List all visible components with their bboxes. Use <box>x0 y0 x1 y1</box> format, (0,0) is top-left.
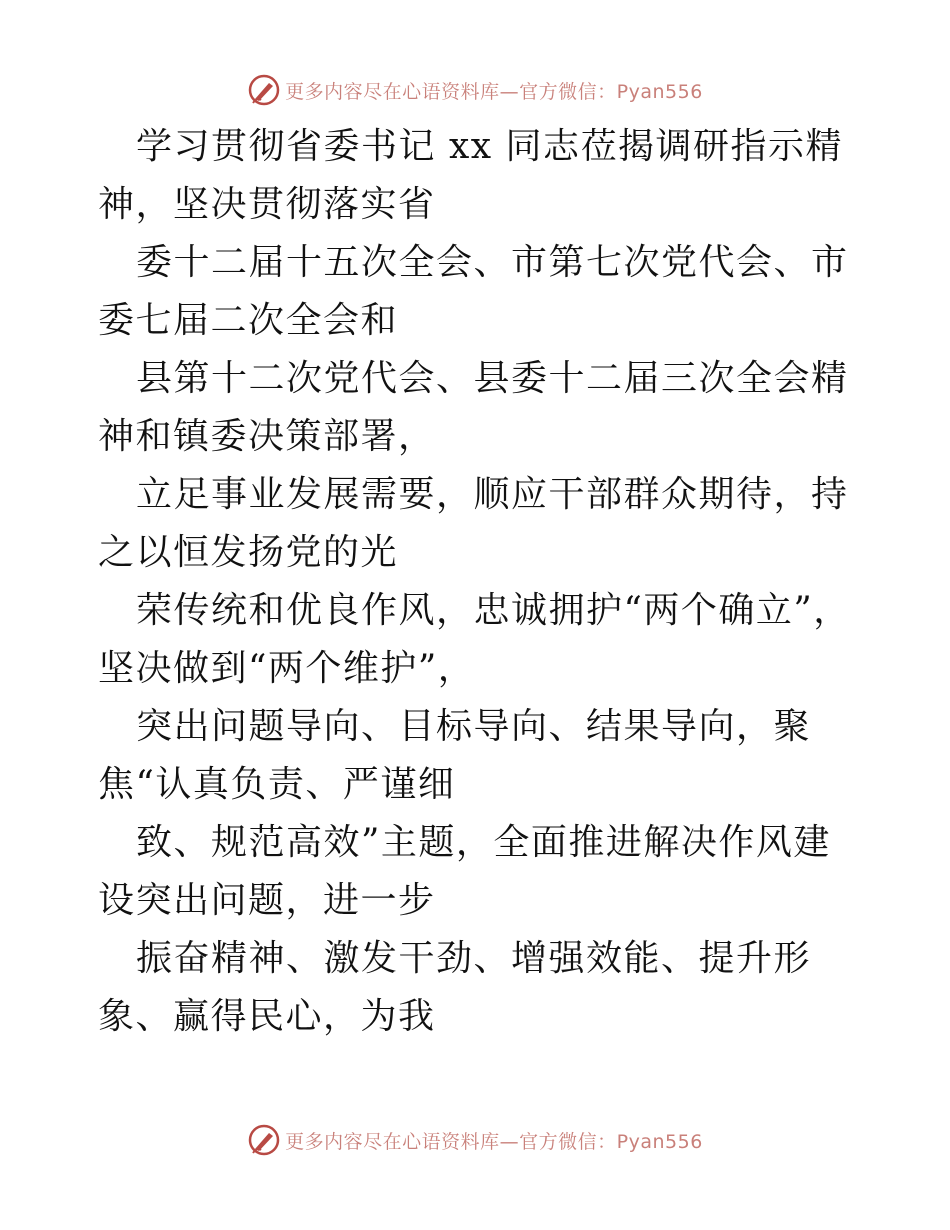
pen-logo-icon <box>247 1123 281 1157</box>
body-paragraph: 立足事业发展需要，顺应干部群众期待，持之以恒发扬党的光 <box>98 474 849 573</box>
watermark-text: 更多内容尽在心语资料库—官方微信：Pyan556 <box>285 1130 703 1153</box>
body-paragraph: 县第十二次党代会、县委十二届三次全会精神和镇委决策部署， <box>98 358 849 457</box>
document-body <box>98 118 858 1046</box>
body-paragraph: 荣传统和优良作风，忠诚拥护“两个确立”，坚决做到“两个维护”， <box>98 590 851 689</box>
pen-logo-icon <box>247 73 281 107</box>
body-paragraph: 委十二届十五次全会、市第七次党代会、市委七届二次全会和 <box>98 242 849 341</box>
footer-watermark <box>0 1120 950 1160</box>
watermark-text: 更多内容尽在心语资料库—官方微信：Pyan556 <box>285 80 703 103</box>
body-paragraph: 突出问题导向、目标导向、结果导向，聚焦“认真负责、严谨细 <box>98 706 812 805</box>
body-paragraph: 振奋精神、激发干劲、增强效能、提升形象、赢得民心，为我 <box>98 938 812 1037</box>
body-paragraph: 致、规范高效”主题，全面推进解决作风建设突出问题，进一步 <box>98 822 831 921</box>
header-watermark <box>0 70 950 110</box>
body-paragraph: 学习贯彻省委书记 xx 同志莅揭调研指示精神，坚决贯彻落实省 <box>98 126 843 225</box>
